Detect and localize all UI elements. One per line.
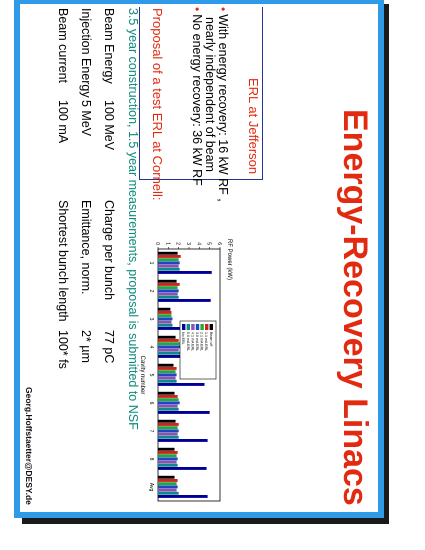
bullet-no-energy-recovery — [190, 7, 203, 186]
bar — [158, 482, 177, 485]
bar — [158, 380, 177, 383]
bar — [158, 395, 178, 398]
y-tick-label: 4 — [195, 242, 202, 245]
bar — [158, 370, 176, 373]
bar — [158, 364, 174, 367]
bar — [158, 492, 179, 495]
bar — [158, 271, 212, 274]
bar — [158, 293, 178, 296]
x-tick-label: 2 — [148, 289, 154, 293]
param-value: 100 MeV — [102, 100, 116, 151]
bar — [158, 336, 176, 339]
bar — [158, 485, 178, 488]
bar — [158, 345, 181, 348]
bar — [158, 255, 181, 258]
param-label: Shortest bunch length — [56, 200, 70, 322]
legend-swatch — [200, 324, 203, 330]
param-label: Beam Energy — [102, 8, 116, 84]
bar — [158, 405, 178, 408]
bar — [158, 308, 170, 311]
legend-label: 3.0 mA ERL — [195, 332, 199, 352]
bar — [158, 429, 179, 432]
bar — [158, 296, 179, 299]
bar — [158, 367, 177, 370]
x-tick-label: Avg — [148, 482, 154, 492]
x-tick-label: 1 — [148, 261, 154, 265]
slide — [20, 4, 378, 512]
bar — [158, 479, 178, 482]
bar — [158, 454, 177, 457]
bar — [158, 342, 180, 345]
bullet-text: With energy recovery: 16 kW RF , — [216, 14, 230, 202]
legend-swatch — [205, 324, 208, 330]
bar — [158, 383, 205, 386]
bar — [158, 401, 180, 404]
x-tick-label: 8 — [148, 457, 154, 461]
slide-title: Energy-Recovery Linacs — [336, 109, 374, 506]
legend-label: 4.1 mA ERL — [190, 332, 195, 352]
slide-content — [20, 4, 378, 512]
x-tick-label: 7 — [148, 429, 154, 433]
bar — [158, 339, 179, 342]
bullet-text: No energy recovery: 36 kW RF — [190, 14, 204, 186]
bar — [158, 436, 179, 439]
legend-label: 1.1 mA ERL — [204, 332, 209, 352]
param-label: Beam current — [56, 8, 70, 84]
legend-swatch — [210, 324, 213, 330]
x-tick-label: 4 — [148, 345, 154, 349]
x-tick-label: 6 — [148, 401, 154, 405]
legend-swatch — [187, 324, 190, 330]
proposal-heading: Proposal of a test ERL at Cornell: — [150, 8, 165, 201]
rf-power-chart — [126, 219, 238, 509]
y-tick-label: 6 — [216, 242, 222, 245]
erl-heading: ERL at Jefferson — [246, 78, 261, 175]
legend-label: Beam off — [208, 332, 213, 347]
bar — [158, 265, 179, 268]
legend-label: 2.1 mA ERL — [199, 332, 204, 352]
bullet-icon: • — [190, 7, 204, 12]
param-label: Charge per bunch — [102, 200, 116, 301]
y-tick-label: 1 — [164, 242, 171, 245]
bar — [158, 423, 179, 426]
x-tick-label: 5 — [148, 373, 154, 377]
bar — [158, 258, 179, 261]
bar — [158, 261, 180, 264]
bar — [158, 373, 177, 376]
y-tick-label: 0 — [154, 242, 160, 245]
bar — [158, 461, 177, 464]
param-label: Injection Energy — [79, 8, 93, 98]
bar — [158, 314, 171, 317]
param-value: 100* fs — [56, 330, 70, 369]
bar — [158, 426, 178, 429]
bar — [158, 451, 178, 454]
legend-swatch — [191, 324, 194, 330]
bar — [158, 476, 175, 479]
bar — [158, 433, 178, 436]
bar — [158, 420, 176, 423]
bar — [158, 439, 208, 442]
bar — [158, 464, 178, 467]
param-label: Emittance, norm. — [79, 200, 93, 295]
bar — [158, 457, 178, 460]
bar — [158, 448, 175, 451]
param-value: 77 pC — [102, 330, 116, 364]
param-value: 5 MeV — [79, 100, 93, 137]
legend-label: No ERL — [181, 332, 186, 345]
bar — [158, 489, 177, 492]
bullet-icon: • — [216, 7, 230, 12]
bar — [158, 299, 211, 302]
footer-email: Georg.Hoffstaetter@DESY.de — [24, 387, 34, 505]
param-value: 100 mA — [56, 100, 70, 144]
legend-swatch — [182, 324, 185, 330]
bar — [158, 495, 208, 498]
bar — [158, 286, 178, 289]
x-tick-label: 3 — [148, 317, 154, 321]
y-tick-label: 3 — [185, 242, 191, 245]
param-value: 2* µm — [79, 330, 93, 363]
bar — [158, 411, 210, 414]
legend-label: 5.0 mA ERL — [185, 332, 190, 352]
y-tick-label: 5 — [205, 242, 212, 245]
legend-swatch — [196, 324, 199, 330]
bar — [158, 311, 171, 314]
bar — [158, 408, 179, 411]
bar — [158, 377, 176, 380]
y-axis-label: RF Power (kW) — [226, 239, 232, 280]
bar — [158, 252, 178, 255]
bar — [158, 317, 172, 320]
bar — [158, 324, 172, 327]
bar — [158, 352, 182, 355]
bar — [158, 467, 207, 470]
bar — [158, 349, 179, 352]
bar — [158, 321, 171, 324]
x-axis-label: Cavity number — [139, 355, 145, 395]
y-tick-label: 2 — [174, 242, 181, 245]
bar — [158, 392, 175, 395]
bar — [158, 268, 180, 271]
bullet-text-continued: nearly independent of beam — [203, 17, 217, 172]
bar — [158, 280, 177, 283]
bullet-energy-recovery — [203, 7, 229, 202]
bar — [158, 398, 179, 401]
bar — [158, 283, 180, 286]
bar — [158, 289, 179, 292]
construction-text: 3.5 year construction, 1.5 year measurements, proposal is submitted to NSF — [126, 8, 140, 430]
